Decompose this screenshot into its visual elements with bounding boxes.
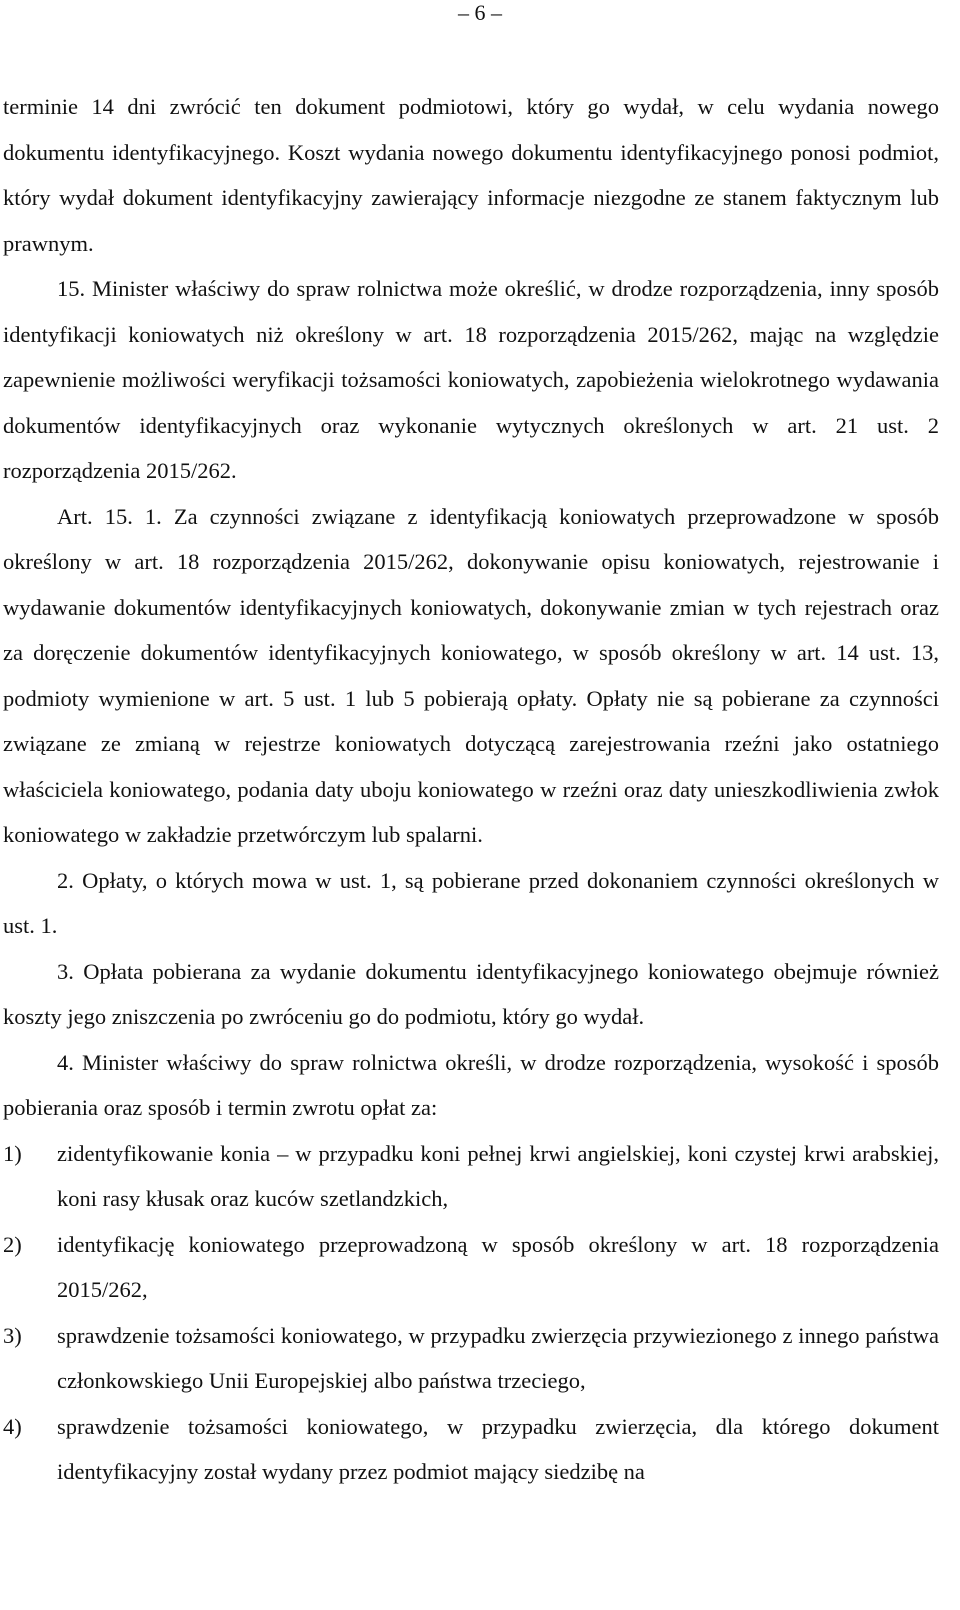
paragraph-art-15-ust-1: Art. 15. 1. Za czynności związane z identyfikacją koniowatych przeprowadzone w sposób określony w art. 18 rozporządzenia 2015/262, dokonywanie opisu koniowatych, rejestrowanie i wydawanie dokumentów identyfikacyjnych koniowatych, dokonywanie zmian w tych rejestrach oraz za doręczenie dokumentów identyfikacyjnych koniowatego, w sposób określony w art. 14 ust. 13, podmioty wymienione w art. 5 ust. 1 lub 5 pobierają opłaty. Opłaty nie są pobierane za czynności związane ze zmianą w rejestrze koniowatych dotyczącą zarejestrowania rzeźni jako ostatniego właściciela koniowatego, podania daty uboju koniowatego w rzeźni oraz daty unieszkodliwienia zwłok koniowatego w zakładzie przetwórczym lub spalarni.	[3, 503, 939, 847]
paragraph-art-15-ust-2: 2. Opłaty, o których mowa w ust. 1, są pobierane przed dokonaniem czynności określonych w ust. 1.	[3, 867, 939, 938]
paragraph-art-15-ust-3: 3. Opłata pobierana za wydanie dokumentu identyfikacyjnego koniowatego obejmuje również koszty jego zniszczenia po zwróceniu go do podmiotu, który go wydał.	[3, 958, 939, 1029]
list-item-text: identyfikację koniowatego przeprowadzoną w sposób określony w art. 18 rozporządzenia 2015/262,	[57, 1231, 939, 1302]
fee-list	[3, 1131, 939, 1495]
list-item-text: sprawdzenie tożsamości koniowatego, w przypadku zwierzęcia, dla którego dokument identyfikacyjny został wydany przez podmiot mający siedzibę na	[57, 1413, 939, 1484]
paragraph-continuation: terminie 14 dni zwrócić ten dokument podmiotowi, który go wydał, w celu wydania nowego dokumentu identyfikacyjnego. Koszt wydania nowego dokumentu identyfikacyjnego ponosi podmiot, który wydał dokument identyfikacyjny zawierający informacje niezgodne ze stanem faktycznym lub prawnym.	[3, 94, 939, 256]
list-item	[3, 1131, 939, 1222]
document-body	[3, 84, 939, 1495]
list-item-number: 1)	[3, 1140, 22, 1166]
list-item-text: zidentyfikowanie konia – w przypadku koni pełnej krwi angielskiej, koni czystej krwi arabskiej, koni rasy kłusak oraz kuców szetlandzkich,	[57, 1140, 939, 1211]
list-item	[3, 1404, 939, 1495]
list-item	[3, 1222, 939, 1313]
list-item-number: 4)	[3, 1413, 22, 1439]
list-item	[3, 1313, 939, 1404]
list-item-number: 2)	[3, 1231, 22, 1257]
list-item-text: sprawdzenie tożsamości koniowatego, w przypadku zwierzęcia przywiezionego z innego państwa członkowskiego Unii Europejskiej albo państwa trzeciego,	[57, 1322, 939, 1393]
paragraph-art-15-ust-4: 4. Minister właściwy do spraw rolnictwa określi, w drodze rozporządzenia, wysokość i sposób pobierania oraz sposób i termin zwrotu opłat za:	[3, 1049, 939, 1120]
paragraph-ust-15: 15. Minister właściwy do spraw rolnictwa może określić, w drodze rozporządzenia, inny sposób identyfikacji koniowatych niż określony w art. 18 rozporządzenia 2015/262, mając na względzie zapewnienie możliwości weryfikacji tożsamości koniowatych, zapobieżenia wielokrotnego wydawania dokumentów identyfikacyjnych oraz wykonanie wytycznych określonych w art. 21 ust. 2 rozporządzenia 2015/262.	[3, 276, 939, 483]
page-number: – 6 –	[458, 0, 502, 25]
list-item-number: 3)	[3, 1322, 22, 1348]
